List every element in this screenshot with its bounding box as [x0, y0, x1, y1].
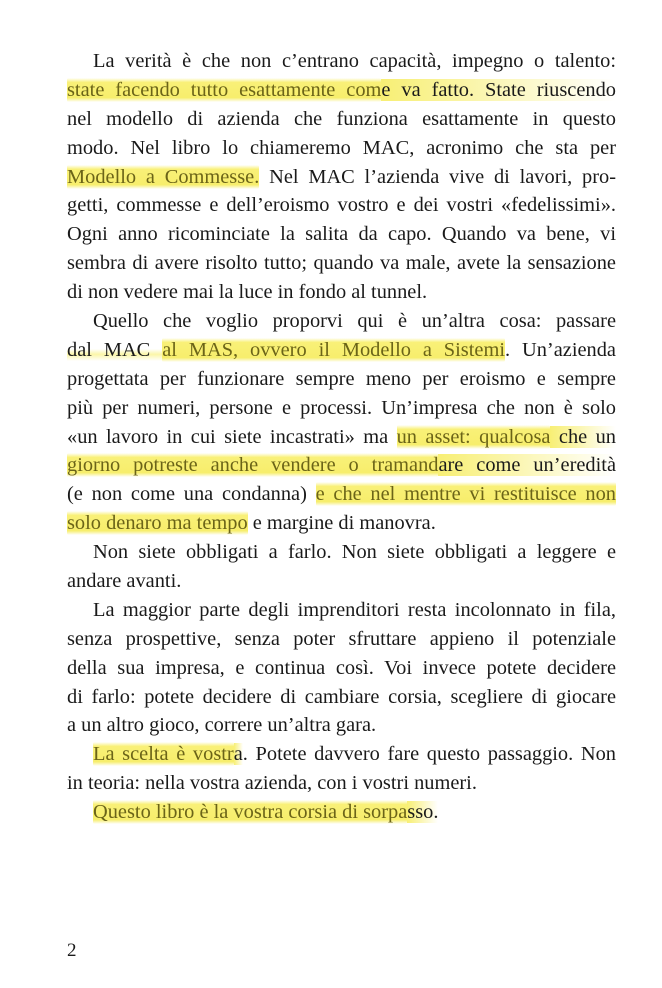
highlight-tail-text: che un: [550, 425, 616, 448]
plain-text: getti, commesse e dell’eroismo vostro e dei vostri «fedelissimi».: [67, 194, 616, 217]
text-line: [67, 134, 616, 163]
plain-text: andare avanti.: [67, 570, 182, 593]
text-line: [67, 711, 616, 740]
highlight-tail-text: e va fatto. State riuscendo: [381, 78, 616, 101]
text-line: [67, 740, 616, 769]
plain-text: progettata per funzionare sempre meno per eroismo e sempre: [67, 367, 616, 390]
text-line: [67, 798, 616, 827]
plain-text: Ogni anno ricominciate la salita da capo. Quando va bene, vi: [67, 223, 616, 246]
plain-text: Non siete obbligati a farlo. Non siete obbligati a leggere e: [93, 541, 616, 564]
text-line: [67, 47, 616, 76]
text-line: [67, 596, 616, 625]
highlighted-text: state facendo tutto esattamente com: [67, 78, 382, 101]
plain-text: «un lavoro in cui siete incastrati» ma: [67, 425, 397, 448]
text-line: [67, 683, 616, 712]
plain-text: sembra di avere risolto tutto; quando va male, avete la sensazione: [67, 252, 616, 275]
highlighted-text: al MAS, ovvero il Modello a Sistemi: [162, 338, 505, 361]
highlighted-text: Modello a Commesse.: [67, 165, 260, 188]
highlight-tail-text: a: [233, 743, 243, 766]
page-number: 2: [67, 940, 77, 961]
text-line: [67, 451, 616, 480]
highlight-tail-text: sso.: [407, 801, 439, 824]
plain-text: e margine di manovra.: [247, 512, 436, 535]
highlight-tail-text: are come un’eredità: [438, 454, 617, 477]
text-line: [67, 105, 616, 134]
text-line: [67, 509, 616, 538]
plain-text: di non vedere mai la luce in fondo al tunnel.: [67, 281, 428, 304]
text-line: [67, 163, 616, 192]
text-line: [67, 423, 616, 452]
plain-text: in teoria: nella vostra azienda, con i vostri numeri.: [67, 772, 477, 795]
plain-text: La maggior parte degli imprenditori resta incolonnato in fila,: [93, 598, 616, 621]
highlighted-text: e che nel mentre vi restituisce non: [315, 483, 616, 506]
plain-text: La verità è che non c’entrano capacità, impegno o talento:: [93, 50, 616, 72]
plain-text: nel modello di azienda che funziona esattamente in questo: [67, 107, 616, 130]
text-line: [67, 220, 616, 249]
highlighted-text: solo denaro ma tempo: [67, 512, 248, 535]
text-line: [67, 625, 616, 654]
text-line: [67, 249, 616, 278]
text-line: [67, 567, 616, 596]
text-line: [67, 76, 616, 105]
plain-text: . Un’azienda: [505, 338, 616, 361]
plain-text: della sua impresa, e continua così. Voi invece potete decidere: [67, 656, 616, 679]
highlighted-text: La scelta è vostr: [93, 743, 234, 766]
text-line: [67, 307, 616, 336]
text-line: [67, 654, 616, 683]
plain-text: Nel MAC l’azienda vive di lavori, pro-: [259, 165, 617, 188]
body-text: [67, 47, 616, 827]
text-line: [67, 365, 616, 394]
plain-text: modo. Nel libro lo chiameremo MAC, acronimo che sta per: [67, 136, 616, 159]
plain-text: a un altro gioco, correre un’altra gara.: [67, 714, 377, 737]
faint-highlight-text: dal MAC: [67, 338, 163, 361]
text-line: [67, 769, 616, 798]
plain-text: (e non come una condanna): [67, 483, 316, 506]
plain-text: di farlo: potete decidere di cambiare corsia, scegliere di giocare: [67, 685, 616, 708]
text-line: [67, 480, 616, 509]
highlighted-text: giorno potreste anche vendere o tramand: [67, 454, 439, 477]
text-line: [67, 191, 616, 220]
highlighted-text: Questo libro è la vostra corsia di sorpa: [93, 801, 408, 824]
text-line: [67, 538, 616, 567]
plain-text: più per numeri, persone e processi. Un’impresa che non è solo: [67, 396, 616, 419]
text-line: [67, 336, 616, 365]
text-line: [67, 278, 616, 307]
plain-text: . Potete davvero fare questo passaggio. Non: [242, 743, 616, 766]
highlighted-text: un asset: qualcosa: [396, 425, 551, 448]
text-line: [67, 394, 616, 423]
plain-text: Quello che voglio proporvi qui è un’altra cosa: passare: [93, 310, 616, 333]
plain-text: senza prospettive, senza poter sfruttare appieno il potenziale: [67, 627, 616, 650]
